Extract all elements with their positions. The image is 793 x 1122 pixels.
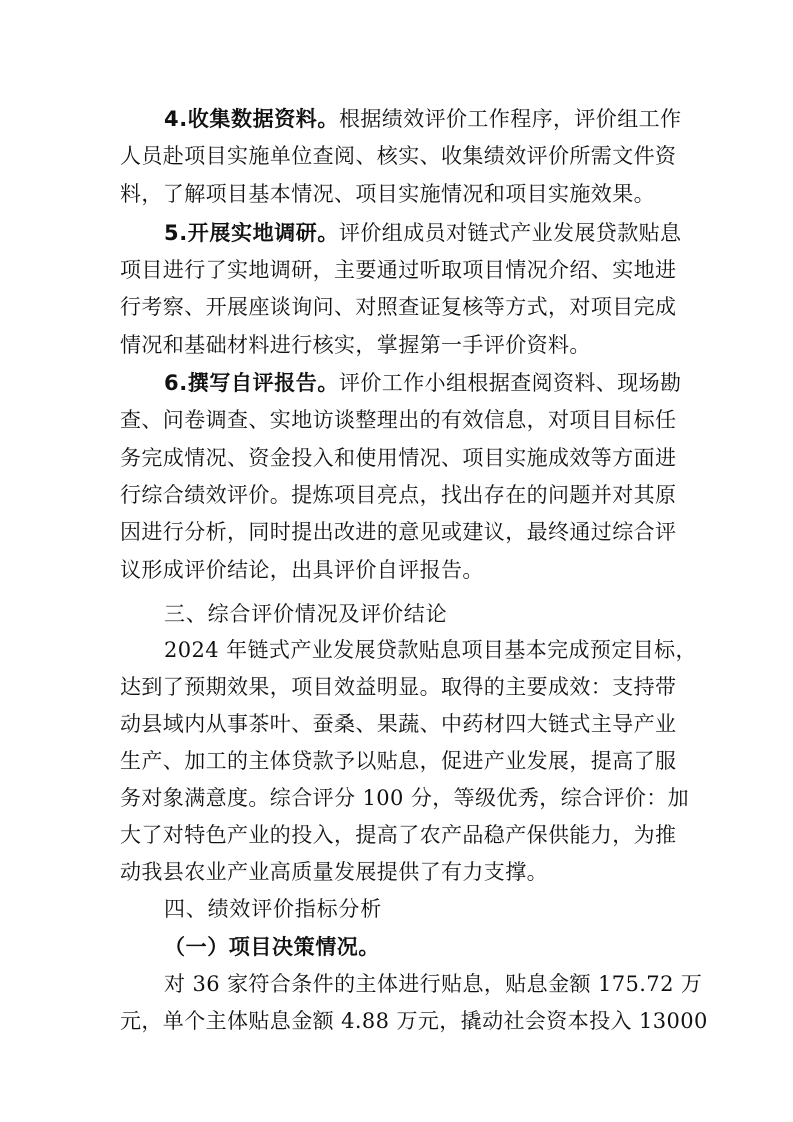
section3-line2: 达到了预期效果，项目效益明显。取得的主要成效：支持带 bbox=[120, 675, 677, 699]
item5-title: 5.开展实地调研。 bbox=[164, 221, 339, 245]
item4-first-line bbox=[164, 103, 682, 143]
item6-line4: 行综合绩效评价。提炼项目亮点，找出存在的问题并对其原 bbox=[120, 483, 677, 507]
section3-heading: 三、综合评价情况及评价结论 bbox=[164, 602, 448, 626]
item6-line5: 因进行分析，同时提出改进的意见或建议，最终通过综合评 bbox=[120, 520, 677, 544]
item6-line1: 评价工作小组根据查阅资料、现场勘 bbox=[339, 371, 682, 395]
section4-line1: 对 36 家符合条件的主体进行贴息，贴息金额 175.72 万 bbox=[164, 972, 703, 996]
section4-subheading: （一）项目决策情况。 bbox=[164, 935, 380, 959]
item4-line1: 根据绩效评价工作程序，评价组工作 bbox=[339, 107, 682, 131]
item4-title: 4.收集数据资料。 bbox=[164, 107, 339, 131]
item5-line2: 项目进行了实地调研，主要通过听取项目情况介绍、实地进 bbox=[120, 258, 677, 282]
item5-line3: 行考察、开展座谈询问、对照查证复核等方式，对项目完成 bbox=[120, 295, 677, 319]
section4-line2: 元，单个主体贴息金额 4.88 万元，撬动社会资本投入 13000 bbox=[120, 1009, 708, 1033]
item6-line3: 务完成情况、资金投入和使用情况、项目实施成效等方面进 bbox=[120, 446, 677, 470]
item6-line2: 查、问卷调查、实地访谈整理出的有效信息，对项目目标任 bbox=[120, 408, 677, 432]
section3-line7: 动我县农业产业高质量发展提供了有力支撑。 bbox=[120, 860, 548, 884]
section3-line6: 大了对特色产业的投入，提高了农产品稳产保供能力，为推 bbox=[120, 823, 677, 847]
section3-line5: 务对象满意度。综合评分 100 分，等级优秀，综合评价：加 bbox=[120, 786, 690, 810]
item5-line1: 评价组成员对链式产业发展贷款贴息 bbox=[339, 221, 682, 245]
item5-first-line bbox=[164, 217, 682, 257]
section3-line4: 生产、加工的主体贷款予以贴息，促进产业发展，提高了服 bbox=[120, 749, 677, 773]
item5-line4: 情况和基础材料进行核实，掌握第一手评价资料。 bbox=[120, 333, 591, 357]
item6-line6: 议形成评价结论，出具评价自评报告。 bbox=[120, 558, 484, 582]
section3-line3: 动县域内从事茶叶、蚕桑、果蔬、中药材四大链式主导产业 bbox=[120, 712, 677, 736]
item6-first-line bbox=[164, 367, 682, 407]
item4-line3: 料，了解项目基本情况、项目实施情况和项目实施效果。 bbox=[120, 182, 655, 206]
section4-heading: 四、绩效评价指标分析 bbox=[164, 897, 382, 921]
item4-line2: 人员赴项目实施单位查阅、核实、收集绩效评价所需文件资 bbox=[120, 144, 677, 168]
section3-line1: 2024 年链式产业发展贷款贴息项目基本完成预定目标， bbox=[164, 638, 697, 662]
item6-title: 6.撰写自评报告。 bbox=[164, 371, 339, 395]
